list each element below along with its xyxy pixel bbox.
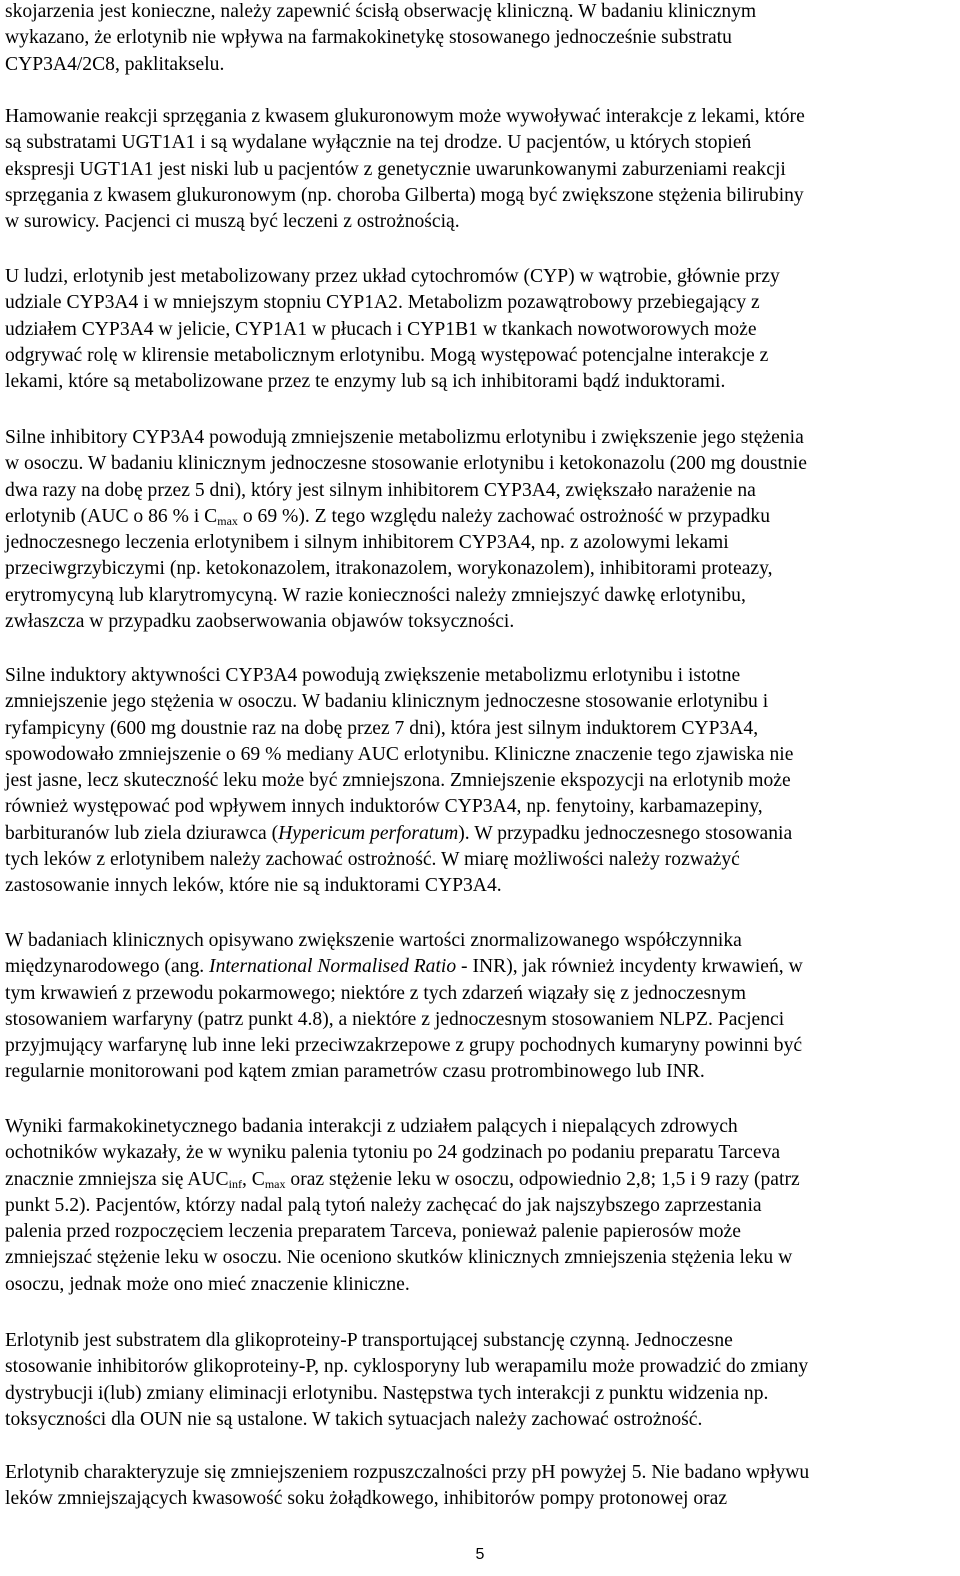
paragraph-ph-solubility <box>5 1460 809 1513</box>
text-run: ). W przypadku jednoczesnego stosowania tych leków z erlotynibem należy zachować ostrożność. W miarę możliwości należy rozważyć zastosowanie innych leków, które nie są induktorami CYP3A4. <box>5 822 793 897</box>
subscript-text: max <box>217 513 238 528</box>
text-run: Silne inhibitory CYP3A4 powodują zmniejszenie metabolizmu erlotynibu i zwiększenie jego stężenia w osoczu. W badaniu klinicznym jednoczesne stosowanie erlotynibu i ketokonazolu (200 mg doustnie dwa razy na dobę przez 5 dni), który jest silnym inhibitorem CYP3A4, zwiększało narażenie na erlotynib (AUC o 86 % i C <box>5 427 807 527</box>
text-run: Wyniki farmakokinetycznego badania interakcji z udziałem palących i niepalących zdrowych ochotników wykazały, że w wyniku palenia tytoniu po 24 godzinach po podaniu preparatu Tarceva znacznie zmniejsza się AUC <box>5 1116 781 1190</box>
page-number: 5 <box>475 1546 485 1563</box>
text-run: oraz stężenie leku w osoczu, odpowiednio 2,8; 1,5 i 9 razy (patrz punkt 5.2). Pacjentów, którzy nadal palą tytoń należy zachęcać do jak najszybszego zaprzestania palenia przed rozpoczęciem leczenia preparatem Tarceva, ponieważ palenie papierosów może zmniejszać stężenie leku w osoczu. Nie oceniono skutków klinicznych zmniejszenia stężenia leku w osoczu, jednak może ono mieć znaczenie kliniczne. <box>5 1168 800 1295</box>
paragraph-cyp3a4-inhibitors <box>5 425 807 635</box>
paragraph-p-glycoprotein <box>5 1328 808 1433</box>
text-run: W badaniach klinicznych opisywano zwiększenie wartości znormalizowanego współczynnika międzynarodowego (ang. <box>5 930 742 978</box>
italic-text: Hypericum perforatum <box>278 822 459 844</box>
paragraph-paklitaksel <box>5 0 756 78</box>
paragraph-smoking <box>5 1114 800 1298</box>
paragraph-cyp-metabolism <box>5 264 780 395</box>
text-run: o 69 %). Z tego względu należy zachować ostrożność w przypadku jednoczesnego leczenia erlotynibem i silnym inhibitorem CYP3A4, np. z azolowymi lekami przeciwgrzybiczymi (np. ketokonazolem, itrakonazolem, worykonazolem), inhibitorami proteazy, erytromycyną lub klarytromycyną. W razie konieczności należy zmniejszyć dawkę erlotynibu, zwłaszcza w przypadku zaobserwowania objawów toksyczności. <box>5 505 773 633</box>
text-run: U ludzi, erlotynib jest metabolizowany przez układ cytochromów (CYP) w wątrobie, głównie przy udziale CYP3A4 i w mniejszym stopniu CYP1A2. Metabolizm pozawątrobowy przebiegający z udziałem CYP3A4 w jelicie, CYP1A1 w płucach i CYP1B1 w tkankach nowotworowych może odgrywać rolę w klirensie metabolicznym erlotynibu. Mogą występować potencjalne interakcje z lekami, które są metabolizowane przez te enzymy lub są ich inhibitorami bądź induktorami. <box>5 266 780 393</box>
text-run: Erlotynib charakteryzuje się zmniejszeniem rozpuszczalności przy pH powyżej 5. Nie badano wpływu leków zmniejszających kwasowość soku żołądkowego, inhibitorów pompy protonowej oraz <box>5 1462 810 1510</box>
text-run: Erlotynib jest substratem dla glikoproteiny-P transportującej substancję czynną. Jednoczesne stosowanie inhibitorów glikoproteiny-P, np. cyklosporyny lub werapamilu może prowadzić do zmiany dystrybucji i(lub) zmiany eliminacji erlotynibu. Następstwa tych interakcji z punktu widzenia np. toksyczności dla OUN nie są ustalone. W takich sytuacjach należy zachować ostrożność. <box>5 1330 809 1430</box>
italic-text: International Normalised Ratio <box>209 956 457 978</box>
paragraph-cyp3a4-inducers <box>5 663 793 900</box>
text-run: skojarzenia jest konieczne, należy zapewnić ścisłą obserwację kliniczną. W badaniu klinicznym wykazano, że erlotynib nie wpływa na farmakokinetykę stosowanego jednocześnie substratu CYP3A4/2C8, paklitakselu. <box>5 1 757 75</box>
text-run: - INR), jak również incydenty krwawień, w tym krwawień z przewodu pokarmowego; niektóre z tych zdarzeń wiązały się z jednoczesnym stosowaniem warfaryny (patrz punkt 4.8), a niektóre z jednoczesnym stosowaniem NLPZ. Pacjenci przyjmujący warfarynę lub inne leki przeciwzakrzepowe z grupy pochodnych kumaryny powinni być regularnie monitorowani pod kątem zmian parametrów czasu protrombinowego lub INR. <box>5 956 803 1083</box>
paragraph-ugt1a1 <box>5 104 805 235</box>
subscript-text: inf <box>228 1176 242 1191</box>
subscript-text: max <box>264 1176 286 1191</box>
text-run: Silne induktory aktywności CYP3A4 powodują zwiększenie metabolizmu erlotynibu i istotne zmniejszenie jego stężenia w osoczu. W badaniu klinicznym jednoczesne stosowanie erlotynibu i ryfampicyny (600 mg doustnie raz na dobę przez 7 dni), która jest silnym induktorem CYP3A4, spowodowało zmniejszenie o 69 % mediany AUC erlotynibu. Kliniczne znaczenie tego zjawiska nie jest jasne, lecz skuteczność leku może być zmniejszona. Zmniejszenie ekspozycji na erlotynib może również występować pod wpływem innych induktorów CYP3A4, np. fenytoiny, karbamazepiny, barbituranów lub ziela dziurawca ( <box>5 665 794 844</box>
paragraph-inr-warfarin <box>5 928 803 1086</box>
text-run: Hamowanie reakcji sprzęgania z kwasem glukuronowym może wywoływać interakcje z lekami, które są substratami UGT1A1 i są wydalane wyłącznie na tej drodze. U pacjentów, u których stopień ekspresji UGT1A1 jest niski lub u pacjentów z genetycznie uwarunkowanymi zaburzeniami reakcji sprzęgania z kwasem glukuronowym (np. choroba Gilberta) mogą być zwiększone stężenia bilirubiny w surowicy. Pacjenci ci muszą być leczeni z ostrożnością. <box>5 106 805 233</box>
text-run: , C <box>241 1168 265 1190</box>
